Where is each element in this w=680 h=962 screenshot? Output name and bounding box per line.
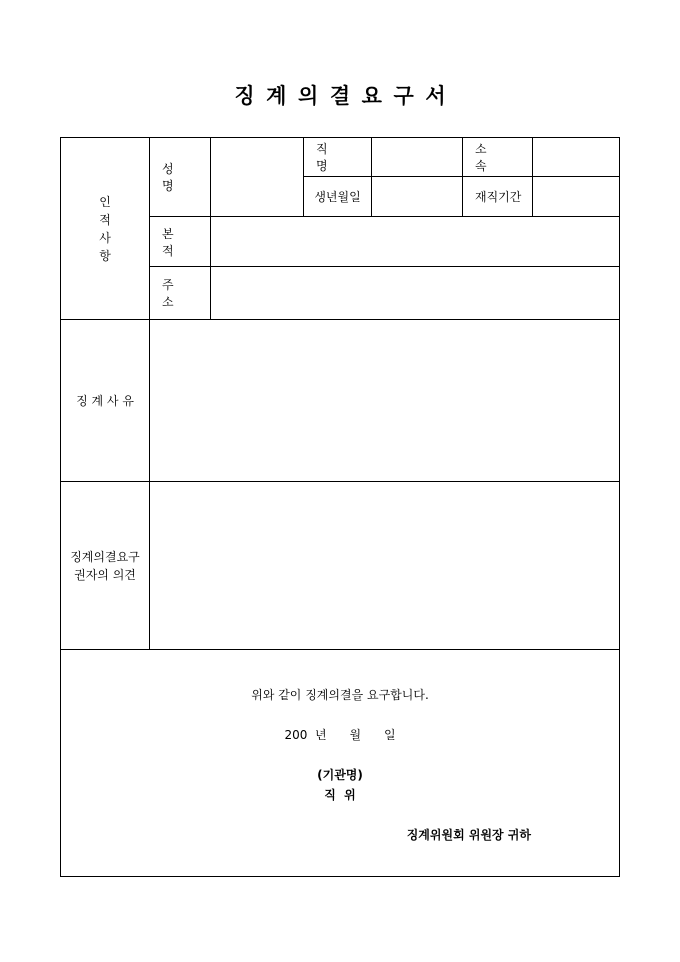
birth-date-field[interactable]	[372, 177, 463, 217]
domicile-field[interactable]	[211, 217, 620, 267]
personal-info-section-label: 인 적 사 항	[61, 138, 150, 320]
disciplinary-reason-field[interactable]	[150, 320, 620, 482]
address-field[interactable]	[211, 267, 620, 320]
affiliation-field[interactable]	[533, 138, 620, 177]
request-form-table	[60, 137, 620, 877]
document-title: 징계의결요구서	[234, 83, 458, 108]
request-date: 200 년 월 일	[284, 728, 396, 742]
position-label: 직 명	[304, 138, 372, 177]
request-statement-section	[61, 650, 620, 877]
position-field[interactable]	[372, 138, 463, 177]
request-statement: 위와 같이 징계의결을 요구합니다.	[251, 688, 429, 702]
disciplinary-reason-label: 징 계 사 유	[61, 320, 150, 482]
birth-date-label: 생년월일	[304, 177, 372, 217]
tenure-field[interactable]	[533, 177, 620, 217]
agency-name: (기관명)	[317, 768, 363, 782]
name-label: 성 명	[150, 138, 211, 217]
affiliation-label: 소 속	[463, 138, 533, 177]
tenure-label: 재직기간	[463, 177, 533, 217]
domicile-label: 본 적	[150, 217, 211, 267]
requester-opinion-field[interactable]	[150, 482, 620, 650]
address-label: 주 소	[150, 267, 211, 320]
addressee: 징계위원회 위원장 귀하	[406, 828, 531, 842]
name-field[interactable]	[211, 138, 304, 217]
signer-position: 직 위	[324, 788, 356, 802]
requester-opinion-label: 징계의결요구 권자의 의견	[61, 482, 150, 650]
